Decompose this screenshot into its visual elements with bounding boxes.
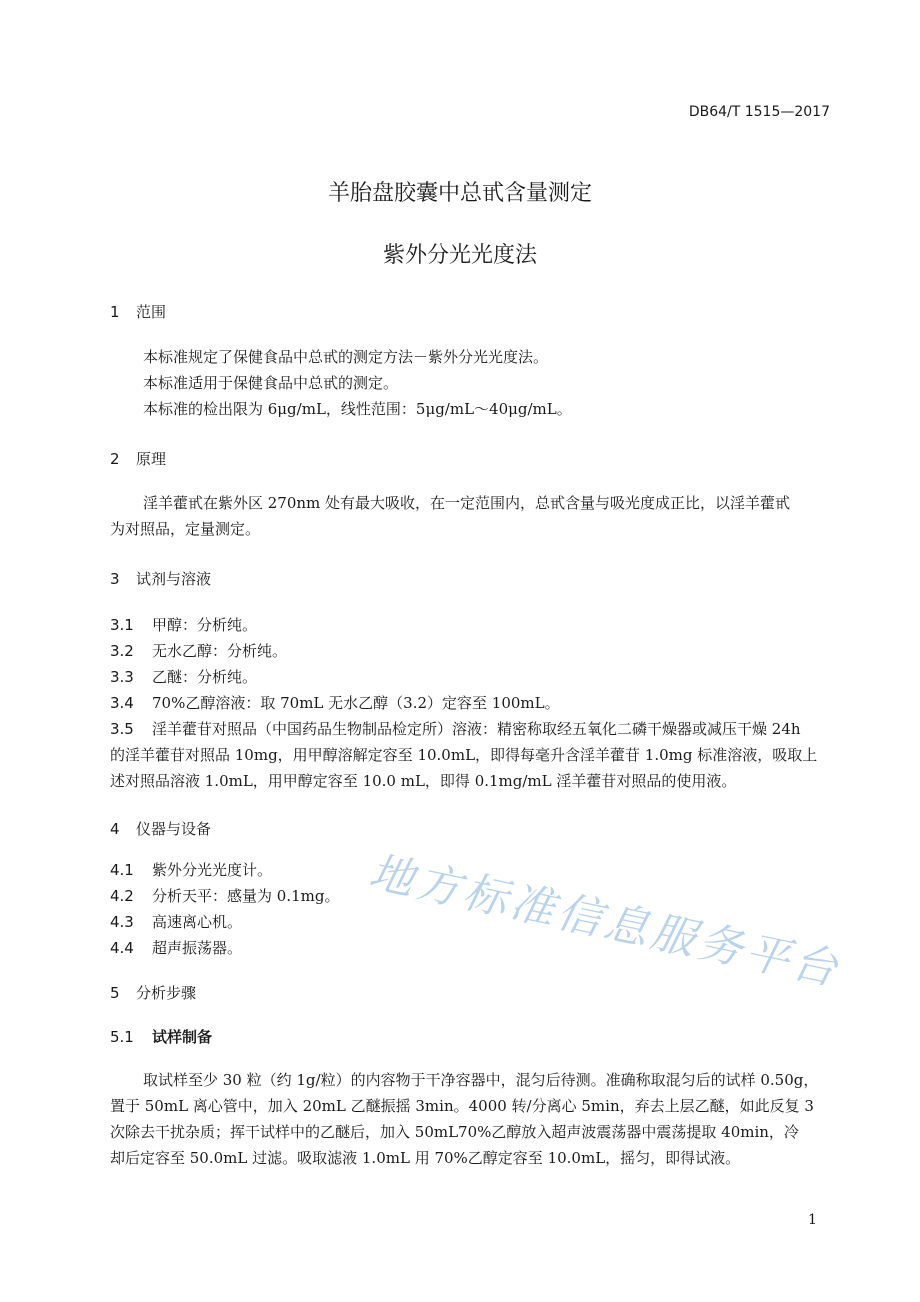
paragraph-line: 取试样至少 30 粒（约 1g/粒）的内容物于干净容器中，混匀后待测。准确称取混匀后的试样 0.50g， bbox=[143, 1071, 819, 1089]
section-5-title: 分析步骤 bbox=[136, 984, 197, 1002]
item-number: 4.2 bbox=[110, 887, 134, 905]
item-number: 4.4 bbox=[110, 939, 134, 957]
subsection-title: 试样制备 bbox=[152, 1028, 213, 1046]
item-text: 70%乙醇溶液：取 70mL 无水乙醇（3.2）定容至 100mL。 bbox=[152, 694, 560, 712]
item-number: 4.1 bbox=[110, 861, 134, 879]
paragraph-line: 却后定容至 50.0mL 过滤。吸取滤液 1.0mL 用 70%乙醇定容至 10.0mL，摇匀，即得试液。 bbox=[110, 1149, 741, 1167]
section-2-number: 2 bbox=[110, 450, 120, 468]
paragraph-line: 述对照品溶液 1.0mL，用甲醇定容至 10.0 mL，即得 0.1mg/mL 淫羊藿苷对照品的使用液。 bbox=[110, 772, 737, 790]
section-1-title: 范围 bbox=[136, 303, 167, 321]
paragraph-line: 本标准的检出限为 6μg/mL，线性范围：5μg/mL～40μg/mL。 bbox=[143, 400, 572, 418]
paragraph-line: 本标准规定了保健食品中总甙的测定方法－紫外分光光度法。 bbox=[143, 348, 549, 366]
item-number: 3.4 bbox=[110, 694, 134, 712]
item-text: 紫外分光光度计。 bbox=[152, 861, 273, 879]
item-text: 乙醚：分析纯。 bbox=[152, 668, 258, 686]
item-text: 高速离心机。 bbox=[152, 913, 243, 931]
document-subtitle: 紫外分光光度法 bbox=[382, 243, 537, 268]
paragraph-line: 为对照品，定量测定。 bbox=[110, 520, 261, 538]
item-number: 4.3 bbox=[110, 913, 134, 931]
section-3-title: 试剂与溶液 bbox=[136, 570, 212, 588]
section-1-number: 1 bbox=[110, 303, 120, 321]
item-number: 3.2 bbox=[110, 642, 134, 660]
item-text: 无水乙醇：分析纯。 bbox=[152, 642, 288, 660]
section-4-title: 仪器与设备 bbox=[136, 820, 212, 838]
paragraph-line: 本标准适用于保健食品中总甙的测定。 bbox=[143, 374, 399, 392]
item-number: 3.5 bbox=[110, 720, 134, 738]
paragraph-line: 淫羊藿甙在紫外区 270nm 处有最大吸收，在一定范围内，总甙含量与吸光度成正比，以淫羊藿甙 bbox=[143, 494, 791, 512]
item-text: 分析天平：感量为 0.1mg。 bbox=[152, 887, 340, 905]
paragraph-line: 置于 50mL 离心管中，加入 20mL 乙醚振摇 3min。4000 转/分离心 5min，弃去上层乙醚，如此反复 3 bbox=[110, 1097, 814, 1115]
item-text: 淫羊藿苷对照品（中国药品生物制品检定所）溶液：精密称取经五氧化二磷干燥器或减压干燥 24h bbox=[152, 720, 801, 738]
subsection-number: 5.1 bbox=[110, 1028, 134, 1046]
item-number: 3.3 bbox=[110, 668, 134, 686]
page-number: 1 bbox=[808, 1212, 817, 1228]
paragraph-line: 的淫羊藿苷对照品 10mg，用甲醇溶解定容至 10.0mL，即得每毫升含淫羊藿苷 1.0mg 标准溶液，吸取上 bbox=[110, 746, 818, 764]
standard-number: DB64/T 1515—2017 bbox=[688, 104, 830, 120]
document-title: 羊胎盘胶囊中总甙含量测定 bbox=[327, 181, 592, 206]
item-text: 甲醇：分析纯。 bbox=[152, 616, 258, 634]
section-5-number: 5 bbox=[110, 984, 120, 1002]
item-text: 超声振荡器。 bbox=[152, 939, 243, 957]
paragraph-line: 次除去干扰杂质；挥干试样中的乙醚后，加入 50mL70%乙醇放入超声波震荡器中震荡提取 40min，冷 bbox=[110, 1123, 799, 1141]
section-2-title: 原理 bbox=[136, 450, 167, 468]
watermark: 地方标准信息服务平台 bbox=[364, 846, 845, 997]
section-3-number: 3 bbox=[110, 570, 120, 588]
item-number: 3.1 bbox=[110, 616, 134, 634]
section-4-number: 4 bbox=[110, 820, 120, 838]
